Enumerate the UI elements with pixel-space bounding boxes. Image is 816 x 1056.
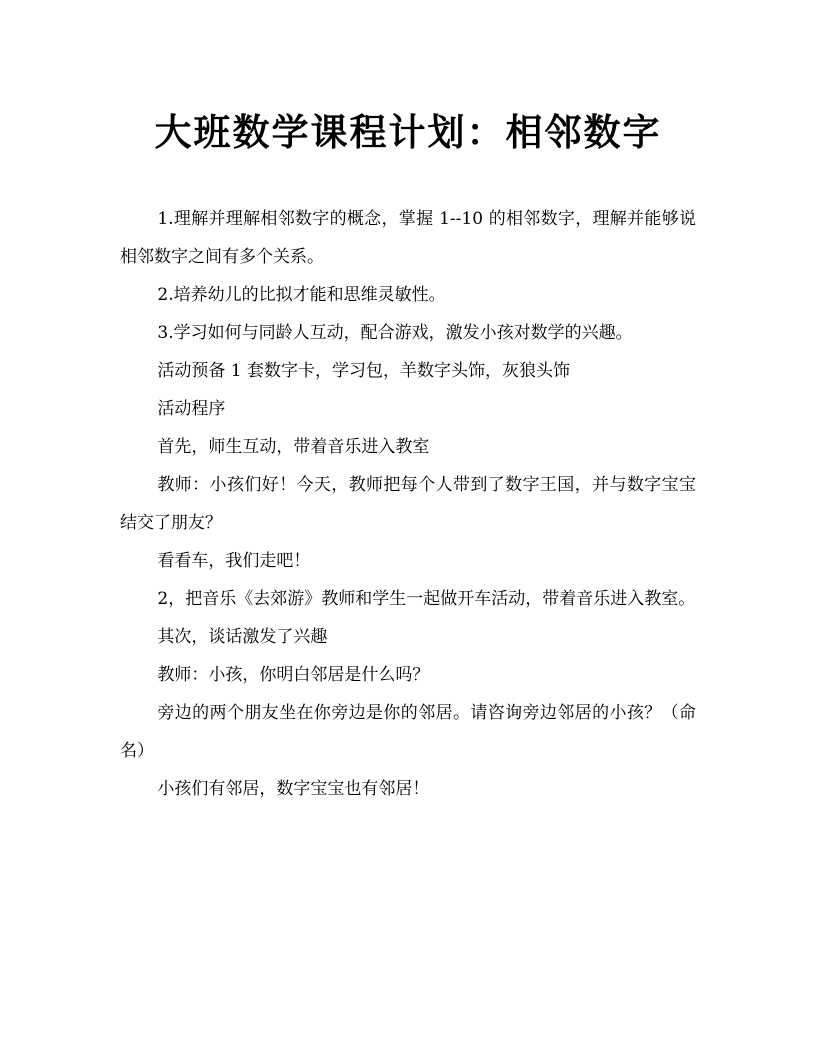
- paragraph-teacher-greeting: 教师：小孩们好！今天，教师把每个人带到了数字王国，并与数字宝宝结交了朋友？: [120, 475, 696, 533]
- paragraph-procedure-heading: 活动程序: [157, 399, 226, 419]
- paragraph-teacher-question: 教师：小孩，你明白邻居是什么吗？: [157, 665, 430, 685]
- document-body: [120, 200, 696, 808]
- paragraph-step-second: 其次，谈话激发了兴趣: [157, 627, 328, 647]
- paragraph-objective-3: 3.学习如何与同龄人互动，配合游戏，激发小孩对数学的兴趣。: [157, 323, 633, 343]
- paragraph-step-first: 首先，师生互动，带着音乐进入教室: [157, 437, 430, 457]
- paragraph-materials: 活动预备 1 套数字卡，学习包，羊数字头饰，灰狼头饰: [157, 361, 571, 381]
- paragraph-number-neighbors: 小孩们有邻居，数字宝宝也有邻居！: [157, 779, 430, 799]
- paragraph-neighbors-explained: 旁边的两个朋友坐在你旁边是你的邻居。请咨询旁边邻居的小孩？（命名）: [120, 703, 696, 761]
- page-title: 大班数学课程计划：相邻数字: [154, 110, 662, 154]
- paragraph-lets-go: 看看车，我们走吧！: [157, 551, 311, 571]
- paragraph-music-activity: 2，把音乐《去郊游》教师和学生一起做开车活动，带着音乐进入教室。: [157, 589, 696, 609]
- paragraph-objective-1: 1.理解并理解相邻数字的概念，掌握 1--10 的相邻数字，理解并能够说相邻数字之间有多个关系。: [120, 209, 696, 267]
- paragraph-objective-2: 2.培养幼儿的比拟才能和思维灵敏性。: [157, 285, 446, 305]
